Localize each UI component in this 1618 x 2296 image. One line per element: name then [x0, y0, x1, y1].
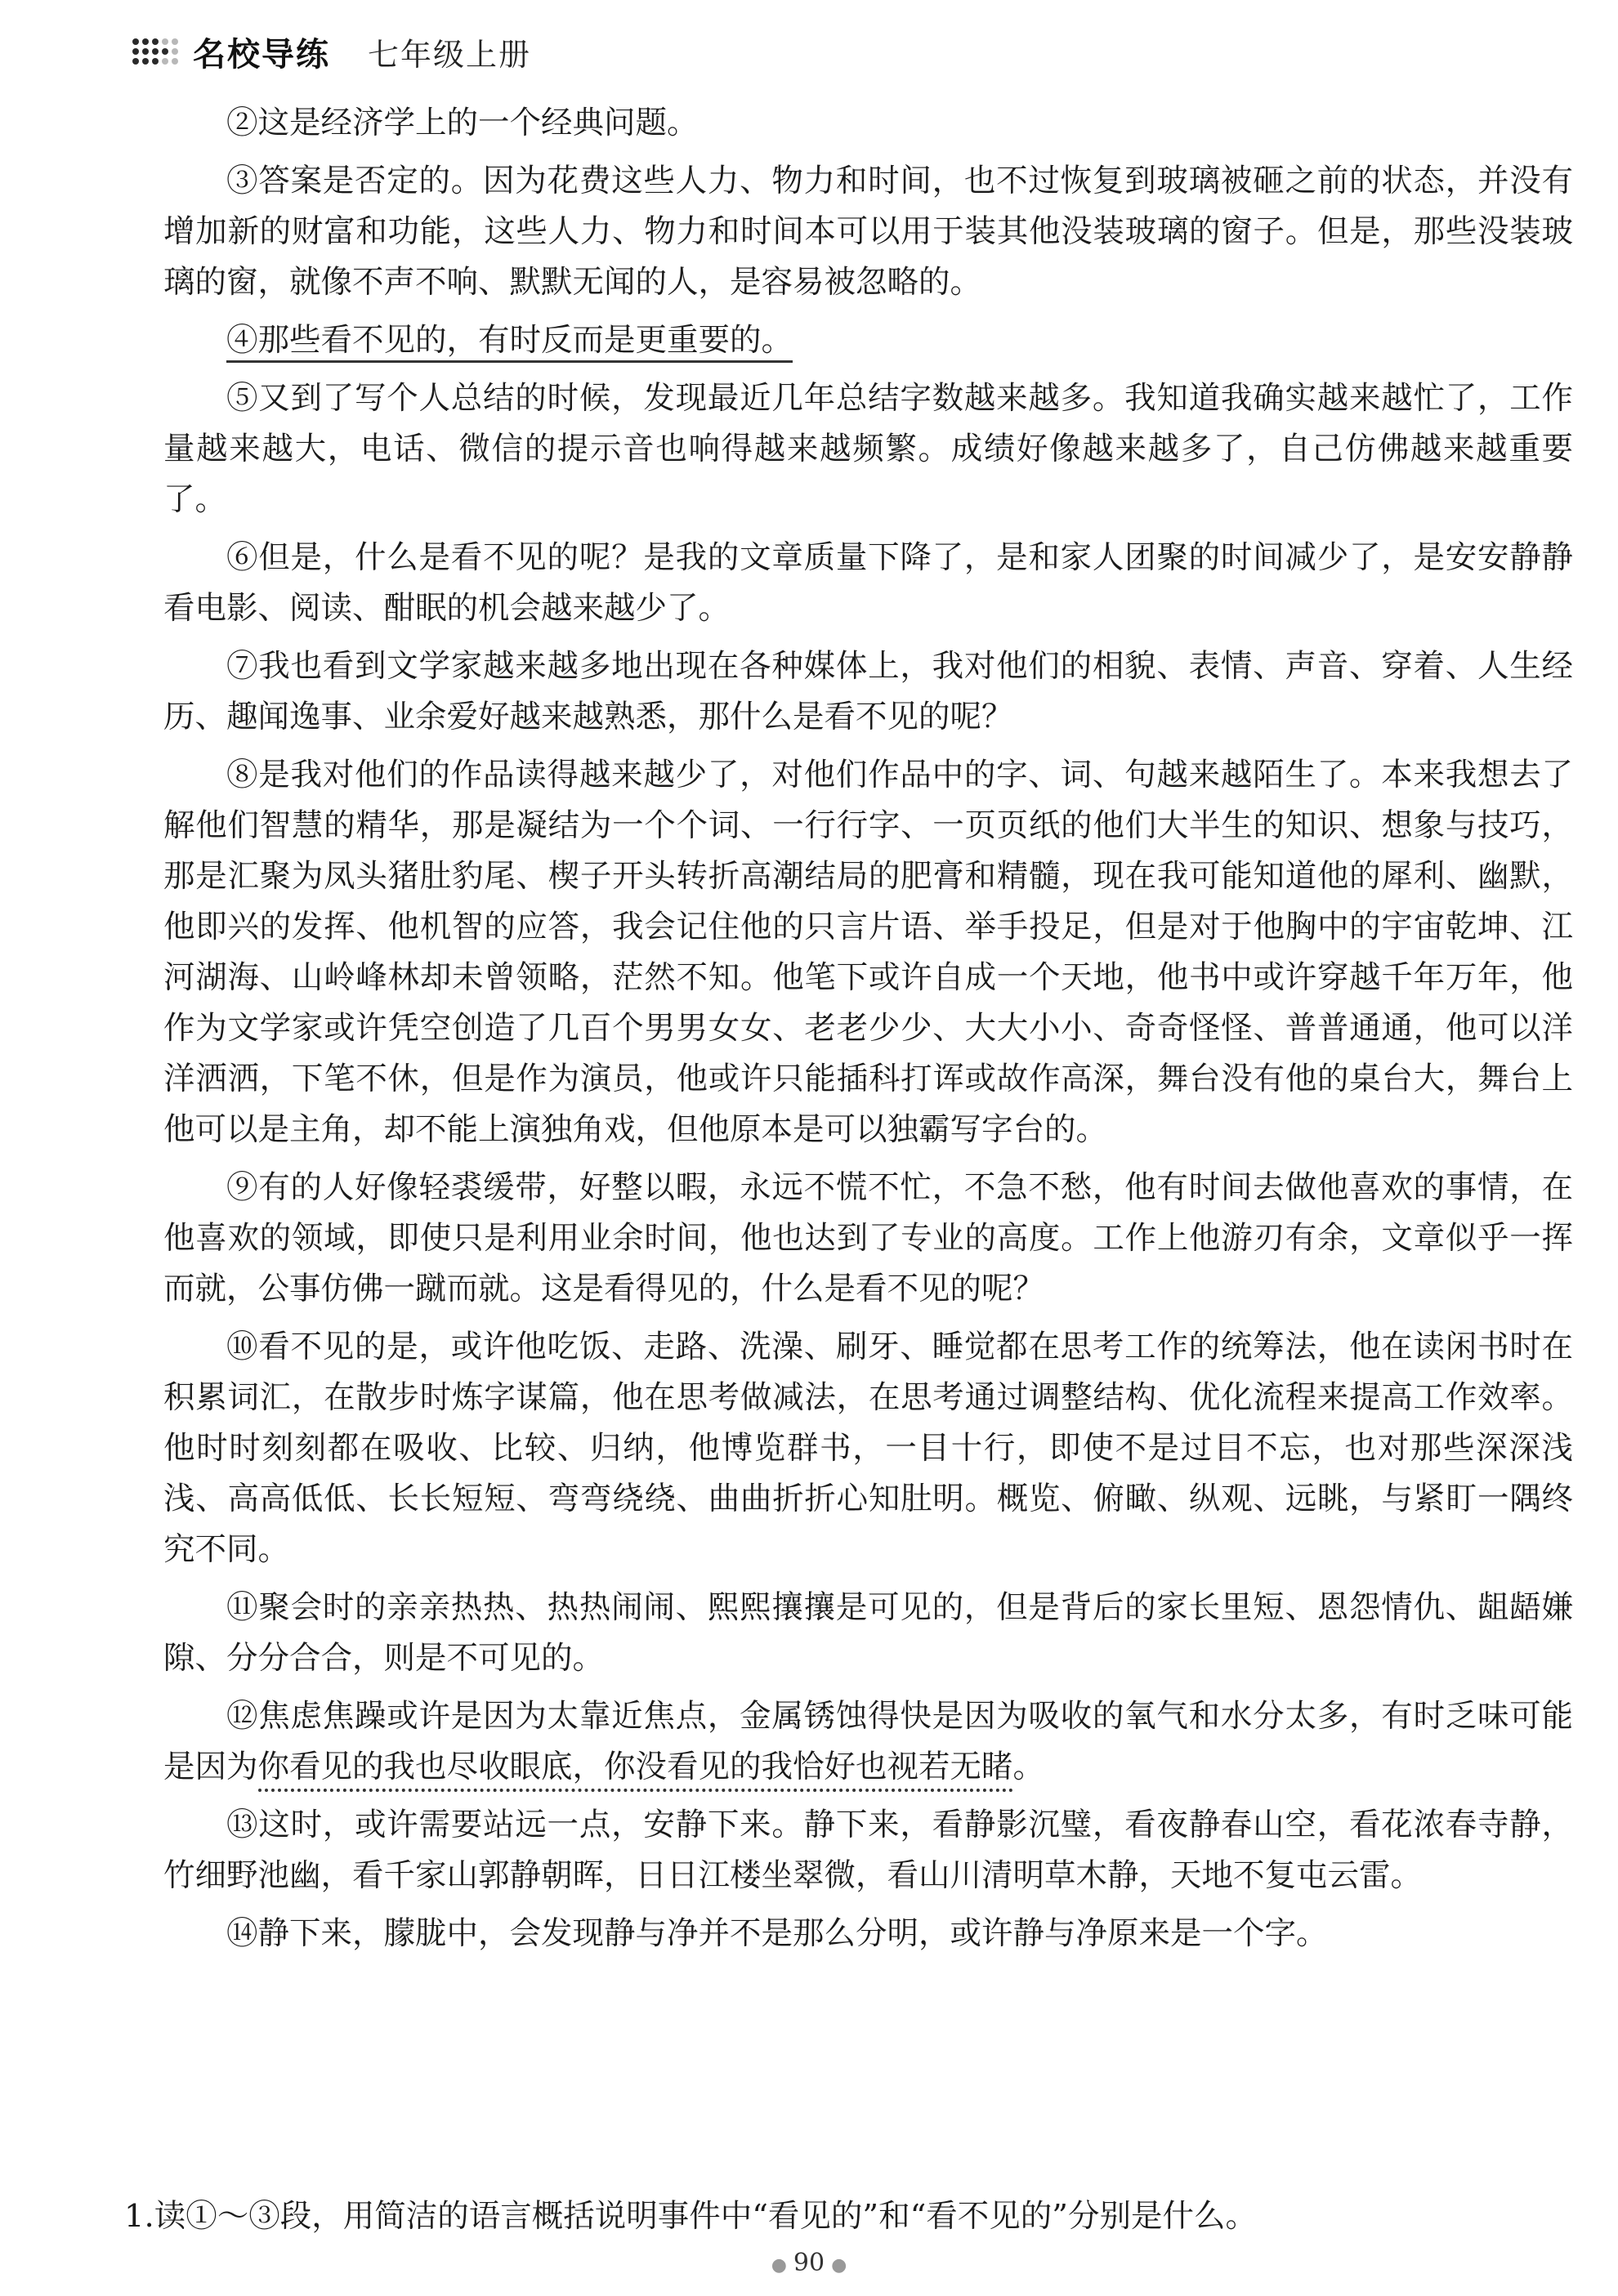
- book-brand: 名校导练: [193, 35, 330, 74]
- paragraph-14: ⑭静下来，朦胧中，会发现静与净并不是那么分明，或许静与净原来是一个字。: [226, 1915, 1328, 1952]
- dotted-underline-phrase: 你看见的我也尽收眼底，你没看见的我恰好也视若无睹: [258, 1749, 1013, 1792]
- paragraph-2: ②这是经济学上的一个经典问题。: [226, 105, 699, 141]
- paragraph-6: ⑥但是，什么是看不见的呢？是我的文章质量下降了，是和家人团聚的时间减少了，是安安静静看电影、阅读、酣眠的机会越来越少了。: [163, 539, 1573, 627]
- paragraph-5: ⑤又到了写个人总结的时候，发现最近几年总结字数越来越多。我知道我确实越来越忙了，工作量越来越大，电话、微信的提示音也响得越来越频繁。成绩好像越来越多了，自己仿佛越来越重要了。: [163, 380, 1573, 518]
- paragraph-10: ⑩看不见的是，或许他吃饭、走路、洗澡、刷牙、睡觉都在思考工作的统筹法，他在读闲书时在积累词汇，在散步时炼字谋篇，他在思考做减法，在思考通过调整结构、优化流程来提高工作效率。他时时刻刻都在吸收、比较、归纳，他博览群书，一目十行，即使不是过目不忘，也对那些深深浅浅、高高低低、长长短短、弯弯绕绕、曲曲折折心知肚明。概览、俯瞰、纵观、远眺，与紧盯一隅终究不同。: [163, 1329, 1573, 1568]
- page-number: [0, 2249, 1618, 2277]
- paragraph-7: ⑦我也看到文学家越来越多地出现在各种媒体上，我对他们的相貌、表情、声音、穿着、人生经历、趣闻逸事、业余爱好越来越熟悉，那什么是看不见的呢？: [163, 648, 1573, 735]
- paragraph-3: ③答案是否定的。因为花费这些人力、物力和时间，也不过恢复到玻璃被砸之前的状态，并没有增加新的财富和功能，这些人力、物力和时间本可以用于装其他没装玻璃的窗子。但是，那些没装玻璃的窗，就像不声不响、默默无闻的人，是容易被忽略的。: [163, 163, 1573, 301]
- paragraph-12-end: 。: [1012, 1749, 1045, 1785]
- dots-ornament-icon: [132, 38, 178, 65]
- book-grade: 七年级上册: [368, 36, 532, 73]
- paragraph-9: ⑨有的人好像轻裘缓带，好整以暇，永远不慌不忙，不急不愁，他有时间去做他喜欢的事情，在他喜欢的领域，即使只是利用业余时间，他也达到了专业的高度。工作上他游刃有余，文章似乎一挥而就，公事仿佛一蹴而就。这是看得见的，什么是看不见的呢？: [163, 1169, 1573, 1307]
- page-number-value: 90: [793, 2249, 825, 2277]
- page-dot-icon: ●: [771, 2255, 787, 2276]
- paragraph-13: ⑬这时，或许需要站远一点，安静下来。静下来，看静影沉璧，看夜静春山空，看花浓春寺静，竹细野池幽，看千家山郭静朝晖，日日江楼坐翠微，看山川清明草木静，天地不复屯云雷。: [163, 1807, 1573, 1894]
- page-header: [132, 23, 531, 80]
- paragraph-12-start: ⑫焦虑焦躁或许是因为太靠近焦点，金属锈蚀得快是因为吸收的氧气和水分太多，有时乏味可能是因为: [163, 1698, 1573, 1785]
- paragraph-8: ⑧是我对他们的作品读得越来越少了，对他们作品中的字、词、句越来越陌生了。本来我想去了解他们智慧的精华，那是凝结为一个个词、一行行字、一页页纸的他们大半生的知识、想象与技巧，那是汇聚为凤头猪肚豹尾、楔子开头转折高潮结局的肥膏和精髓，现在我可能知道他的犀利、幽默，他即兴的发挥、他机智的应答，我会记住他的只言片语、举手投足，但是对于他胸中的宇宙乾坤、江河湖海、山岭峰林却未曾领略，茫然不知。他笔下或许自成一个天地，他书中或许穿越千年万年，他作为文学家或许凭空创造了几百个男男女女、老老少少、大大小小、奇奇怪怪、普普通通，他可以洋洋洒洒，下笔不休，但是作为演员，他或许只能插科打诨或故作高深，舞台没有他的桌台大，舞台上他可以是主角，却不能上演独角戏，但他原本是可以独霸写字台的。: [163, 757, 1573, 1148]
- paragraph-4: [163, 315, 1573, 366]
- paragraph-11: ⑪聚会时的亲亲热热、热热闹闹、熙熙攘攘是可见的，但是背后的家长里短、恩怨情仇、龃龉嫌隙、分分合合，则是不可见的。: [163, 1589, 1573, 1677]
- underlined-sentence: ④那些看不见的，有时反而是更重要的。: [226, 322, 793, 363]
- paragraph-12: [163, 1691, 1573, 1793]
- article-body: [163, 98, 1573, 1959]
- page-dot-icon: ●: [831, 2255, 847, 2276]
- question-1: 1.读①～③段，用简洁的语言概括说明事件中“看见的”和“看不见的”分别是什么。: [124, 2198, 1257, 2235]
